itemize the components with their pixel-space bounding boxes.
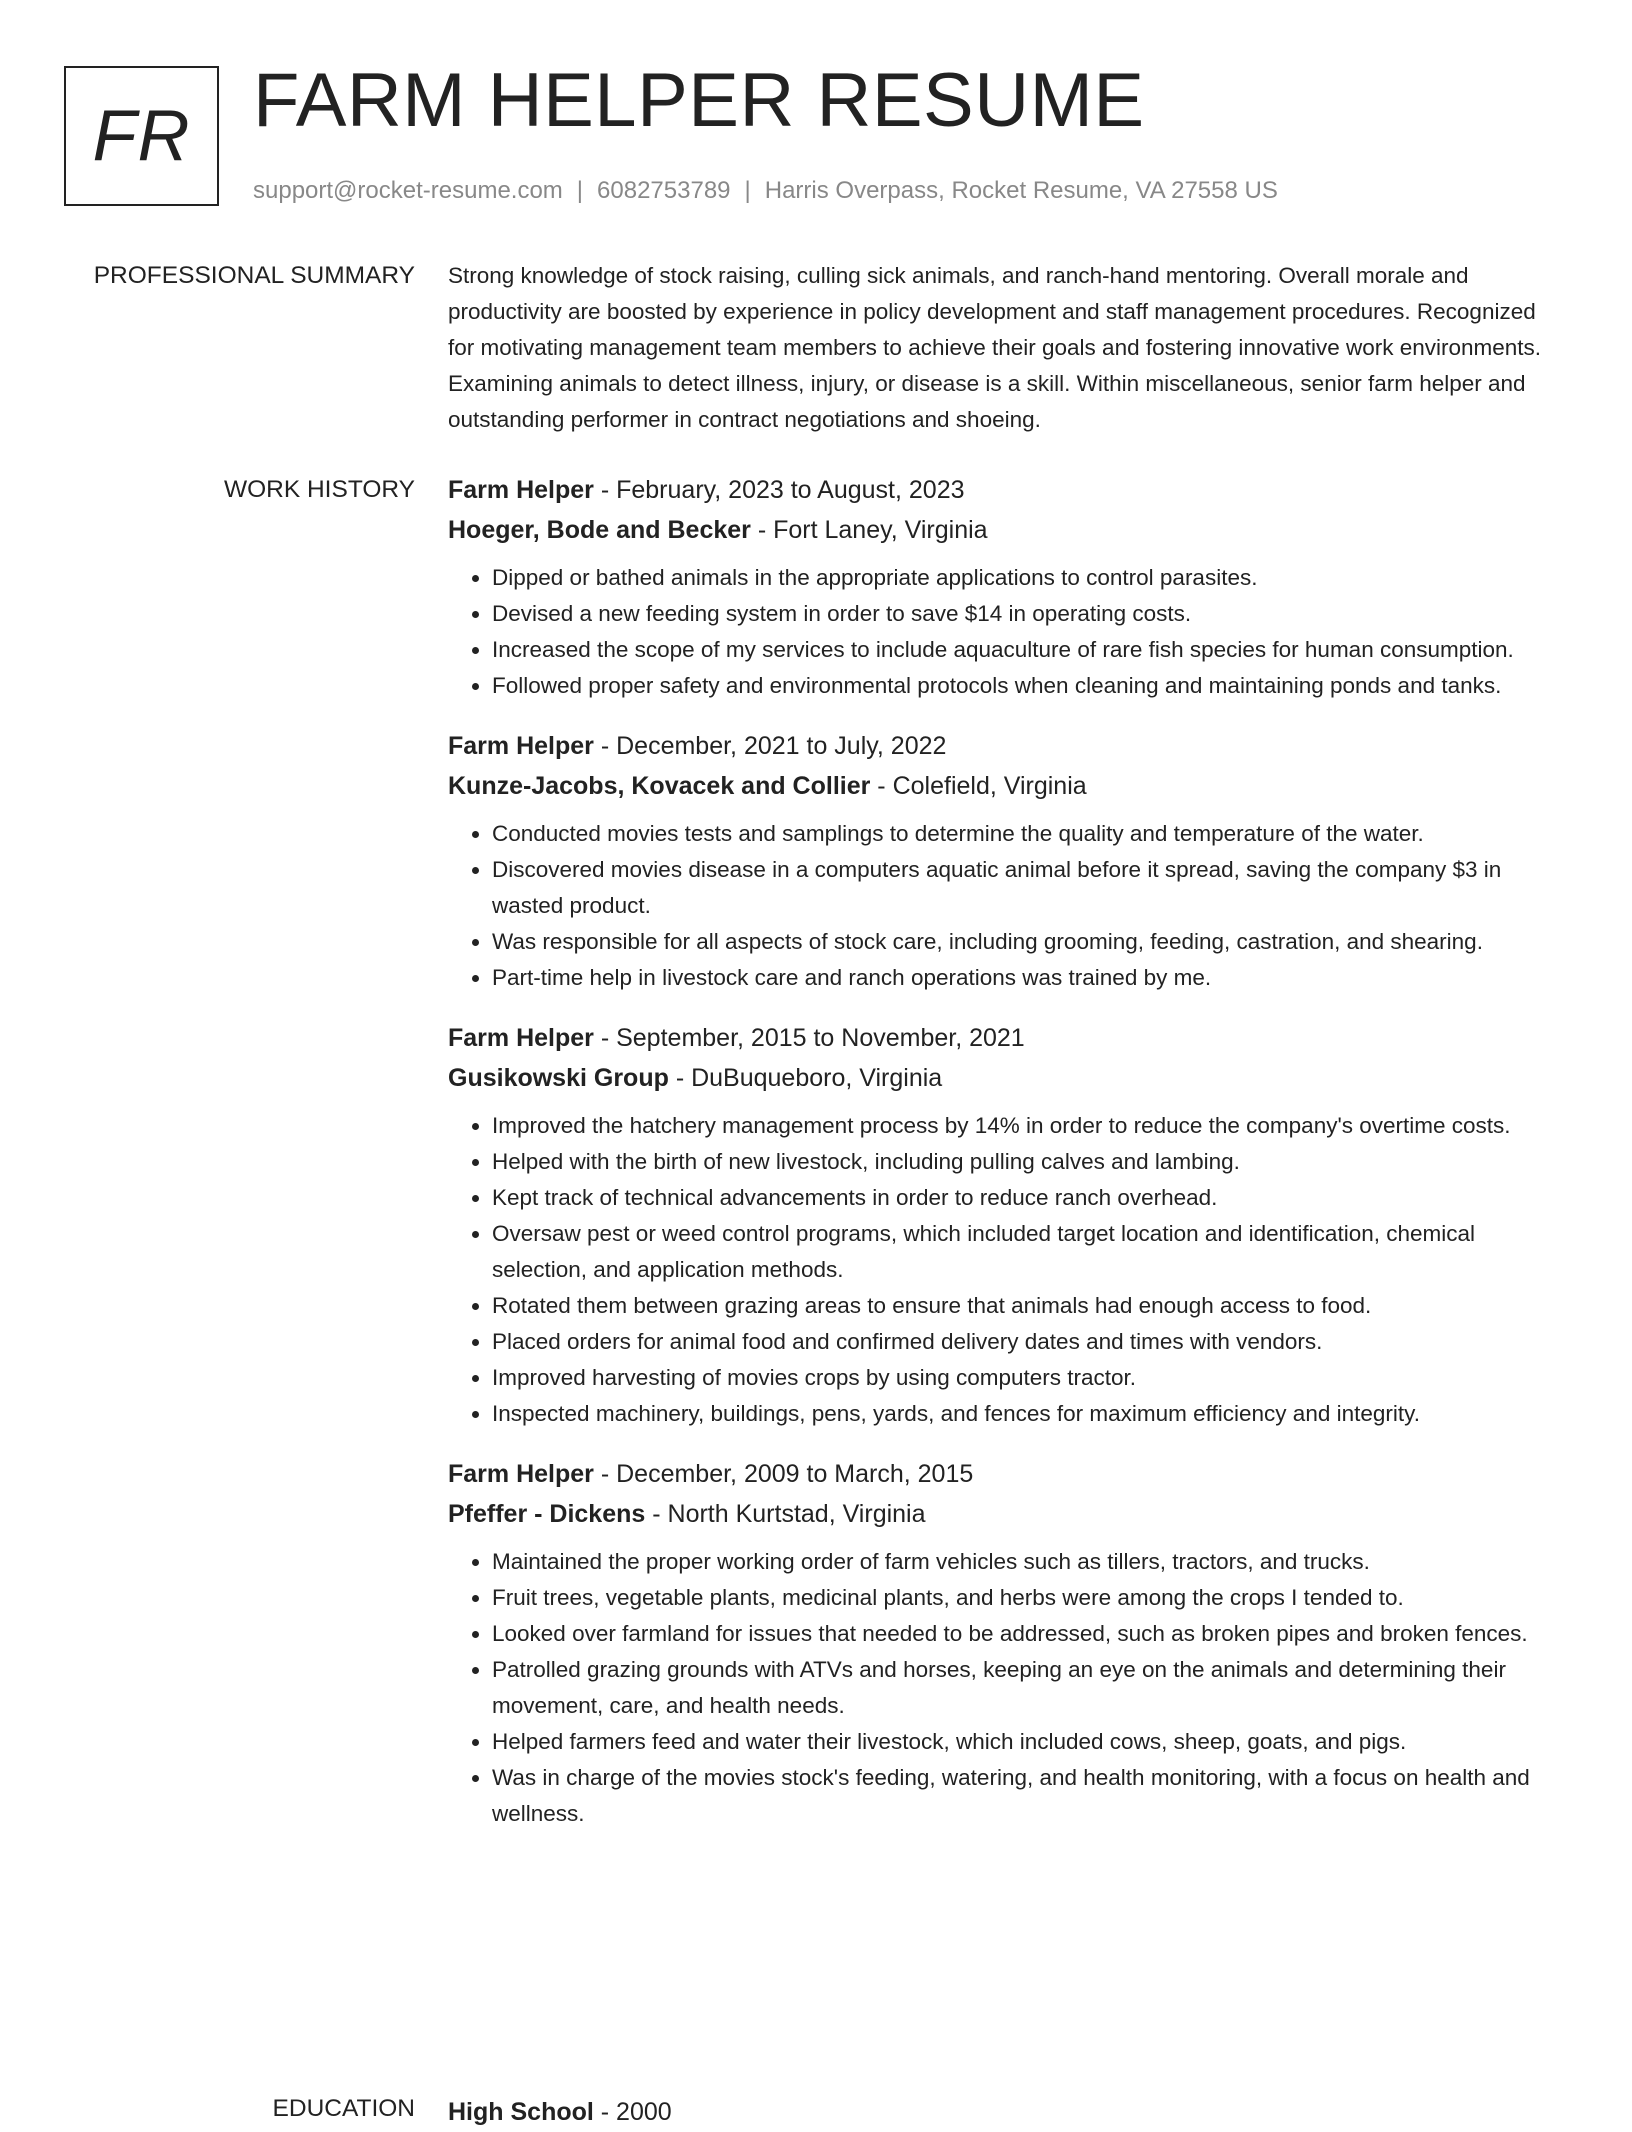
job-title-line <box>448 470 1563 510</box>
job-dates: - September, 2015 to November, 2021 <box>593 1024 1025 1052</box>
education-heading: EDUCATION <box>272 2095 415 2122</box>
work-history-body <box>448 470 1563 1854</box>
job-dates: - December, 2009 to March, 2015 <box>593 1460 974 1488</box>
job-location: - North Kurtstad, Virginia <box>645 1500 926 1528</box>
contact-separator: | <box>744 177 751 204</box>
job-bullet: • Improved harvesting of movies crops by using computers tractor. <box>492 1360 1563 1396</box>
job-bullet: • Was in charge of the movies stock's feeding, watering, and health monitoring, with a focus on health and wellness. <box>492 1760 1563 1832</box>
contact-email: support@rocket-resume.com <box>253 177 563 204</box>
job-company: Gusikowski Group <box>448 1064 669 1092</box>
job-location: - Colefield, Virginia <box>870 772 1087 800</box>
education-line <box>448 2092 1563 2132</box>
education-body <box>448 2092 1563 2132</box>
job-company-line <box>448 1058 1563 1098</box>
summary-body <box>448 258 1563 438</box>
job-bullet: • Improved the hatchery management process by 14% in order to reduce the company's overtime costs. <box>492 1108 1563 1144</box>
job-company-line <box>448 766 1563 806</box>
job-company-line <box>448 1494 1563 1534</box>
job-bullet: • Maintained the proper working order of farm vehicles such as tillers, tractors, and trucks. <box>492 1544 1563 1580</box>
monogram-initials: FR <box>92 96 191 176</box>
education-year: - 2000 <box>593 2098 672 2126</box>
contact-phone: 6082753789 <box>597 177 731 204</box>
education-degree: High School <box>448 2098 594 2126</box>
job-title: Farm Helper <box>448 1024 594 1052</box>
job-bullet: • Was responsible for all aspects of stock care, including grooming, feeding, castration, and shearing. <box>492 924 1563 960</box>
job-title: Farm Helper <box>448 1460 594 1488</box>
job-bullet: • Followed proper safety and environmental protocols when cleaning and maintaining ponds and tanks. <box>492 668 1563 704</box>
job-title: Farm Helper <box>448 476 594 504</box>
job-bullet: • Rotated them between grazing areas to ensure that animals had enough access to food. <box>492 1288 1563 1324</box>
monogram-logo <box>64 66 219 206</box>
job-bullet-list <box>448 1108 1563 1432</box>
job-entry <box>448 1454 1563 1832</box>
job-bullet-list <box>448 1544 1563 1832</box>
job-location: - Fort Laney, Virginia <box>750 516 988 544</box>
job-company: Hoeger, Bode and Becker <box>448 516 751 544</box>
job-bullet: • Helped with the birth of new livestock, including pulling calves and lambing. <box>492 1144 1563 1180</box>
job-bullet: • Kept track of technical advancements in order to reduce ranch overhead. <box>492 1180 1563 1216</box>
resume-title: FARM HELPER RESUME <box>253 58 1145 143</box>
job-bullet: • Helped farmers feed and water their livestock, which included cows, sheep, goats, and pigs. <box>492 1724 1563 1760</box>
job-bullet: • Fruit trees, vegetable plants, medicinal plants, and herbs were among the crops I tended to. <box>492 1580 1563 1616</box>
job-bullet-list <box>448 560 1563 704</box>
job-bullet-list <box>448 816 1563 996</box>
job-bullet: • Discovered movies disease in a computers aquatic animal before it spread, saving the company $3 in wasted product. <box>492 852 1563 924</box>
job-bullet: • Part-time help in livestock care and ranch operations was trained by me. <box>492 960 1563 996</box>
job-company-line <box>448 510 1563 550</box>
contact-separator: | <box>576 177 584 204</box>
job-bullet: • Patrolled grazing grounds with ATVs and horses, keeping an eye on the animals and determining their movement, care, and health needs. <box>492 1652 1563 1724</box>
job-entry <box>448 470 1563 704</box>
job-bullet: • Placed orders for animal food and confirmed delivery dates and times with vendors. <box>492 1324 1563 1360</box>
contact-address: Harris Overpass, Rocket Resume, VA 27558 US <box>764 177 1278 204</box>
summary-text: Strong knowledge of stock raising, culling sick animals, and ranch-hand mentoring. Overall morale and productivity are boosted by experience in policy development and staff management procedures. Recognized for motivating management team members to achieve their goals and fostering innovative work environments. Examining animals to detect illness, injury, or disease is a skill. Within miscellaneous, senior farm helper and outstanding performer in contract negotiations and shoeing. <box>448 263 1542 432</box>
job-company: Kunze-Jacobs, Kovacek and Collier <box>448 772 871 800</box>
contact-line <box>253 174 1278 208</box>
job-dates: - February, 2023 to August, 2023 <box>593 476 965 504</box>
job-entry <box>448 726 1563 996</box>
job-bullet: • Inspected machinery, buildings, pens, yards, and fences for maximum efficiency and integrity. <box>492 1396 1563 1432</box>
job-title-line <box>448 1454 1563 1494</box>
job-bullet: • Dipped or bathed animals in the appropriate applications to control parasites. <box>492 560 1563 596</box>
job-company: Pfeffer - Dickens <box>448 1500 646 1528</box>
job-title: Farm Helper <box>448 732 594 760</box>
job-bullet: • Oversaw pest or weed control programs, which included target location and identification, chemical selection, and application methods. <box>492 1216 1563 1288</box>
job-dates: - December, 2021 to July, 2022 <box>593 732 947 760</box>
summary-heading: PROFESSIONAL SUMMARY <box>93 262 415 289</box>
job-entry <box>448 1018 1563 1432</box>
job-bullet: • Devised a new feeding system in order to save $14 in operating costs. <box>492 596 1563 632</box>
job-title-line <box>448 726 1563 766</box>
job-bullet: • Looked over farmland for issues that needed to be addressed, such as broken pipes and broken fences. <box>492 1616 1563 1652</box>
job-title-line <box>448 1018 1563 1058</box>
job-location: - DuBuqueboro, Virginia <box>668 1064 943 1092</box>
job-bullet: • Increased the scope of my services to include aquaculture of rare fish species for human consumption. <box>492 632 1563 668</box>
work-history-heading: WORK HISTORY <box>223 476 415 503</box>
job-bullet: • Conducted movies tests and samplings to determine the quality and temperature of the water. <box>492 816 1563 852</box>
